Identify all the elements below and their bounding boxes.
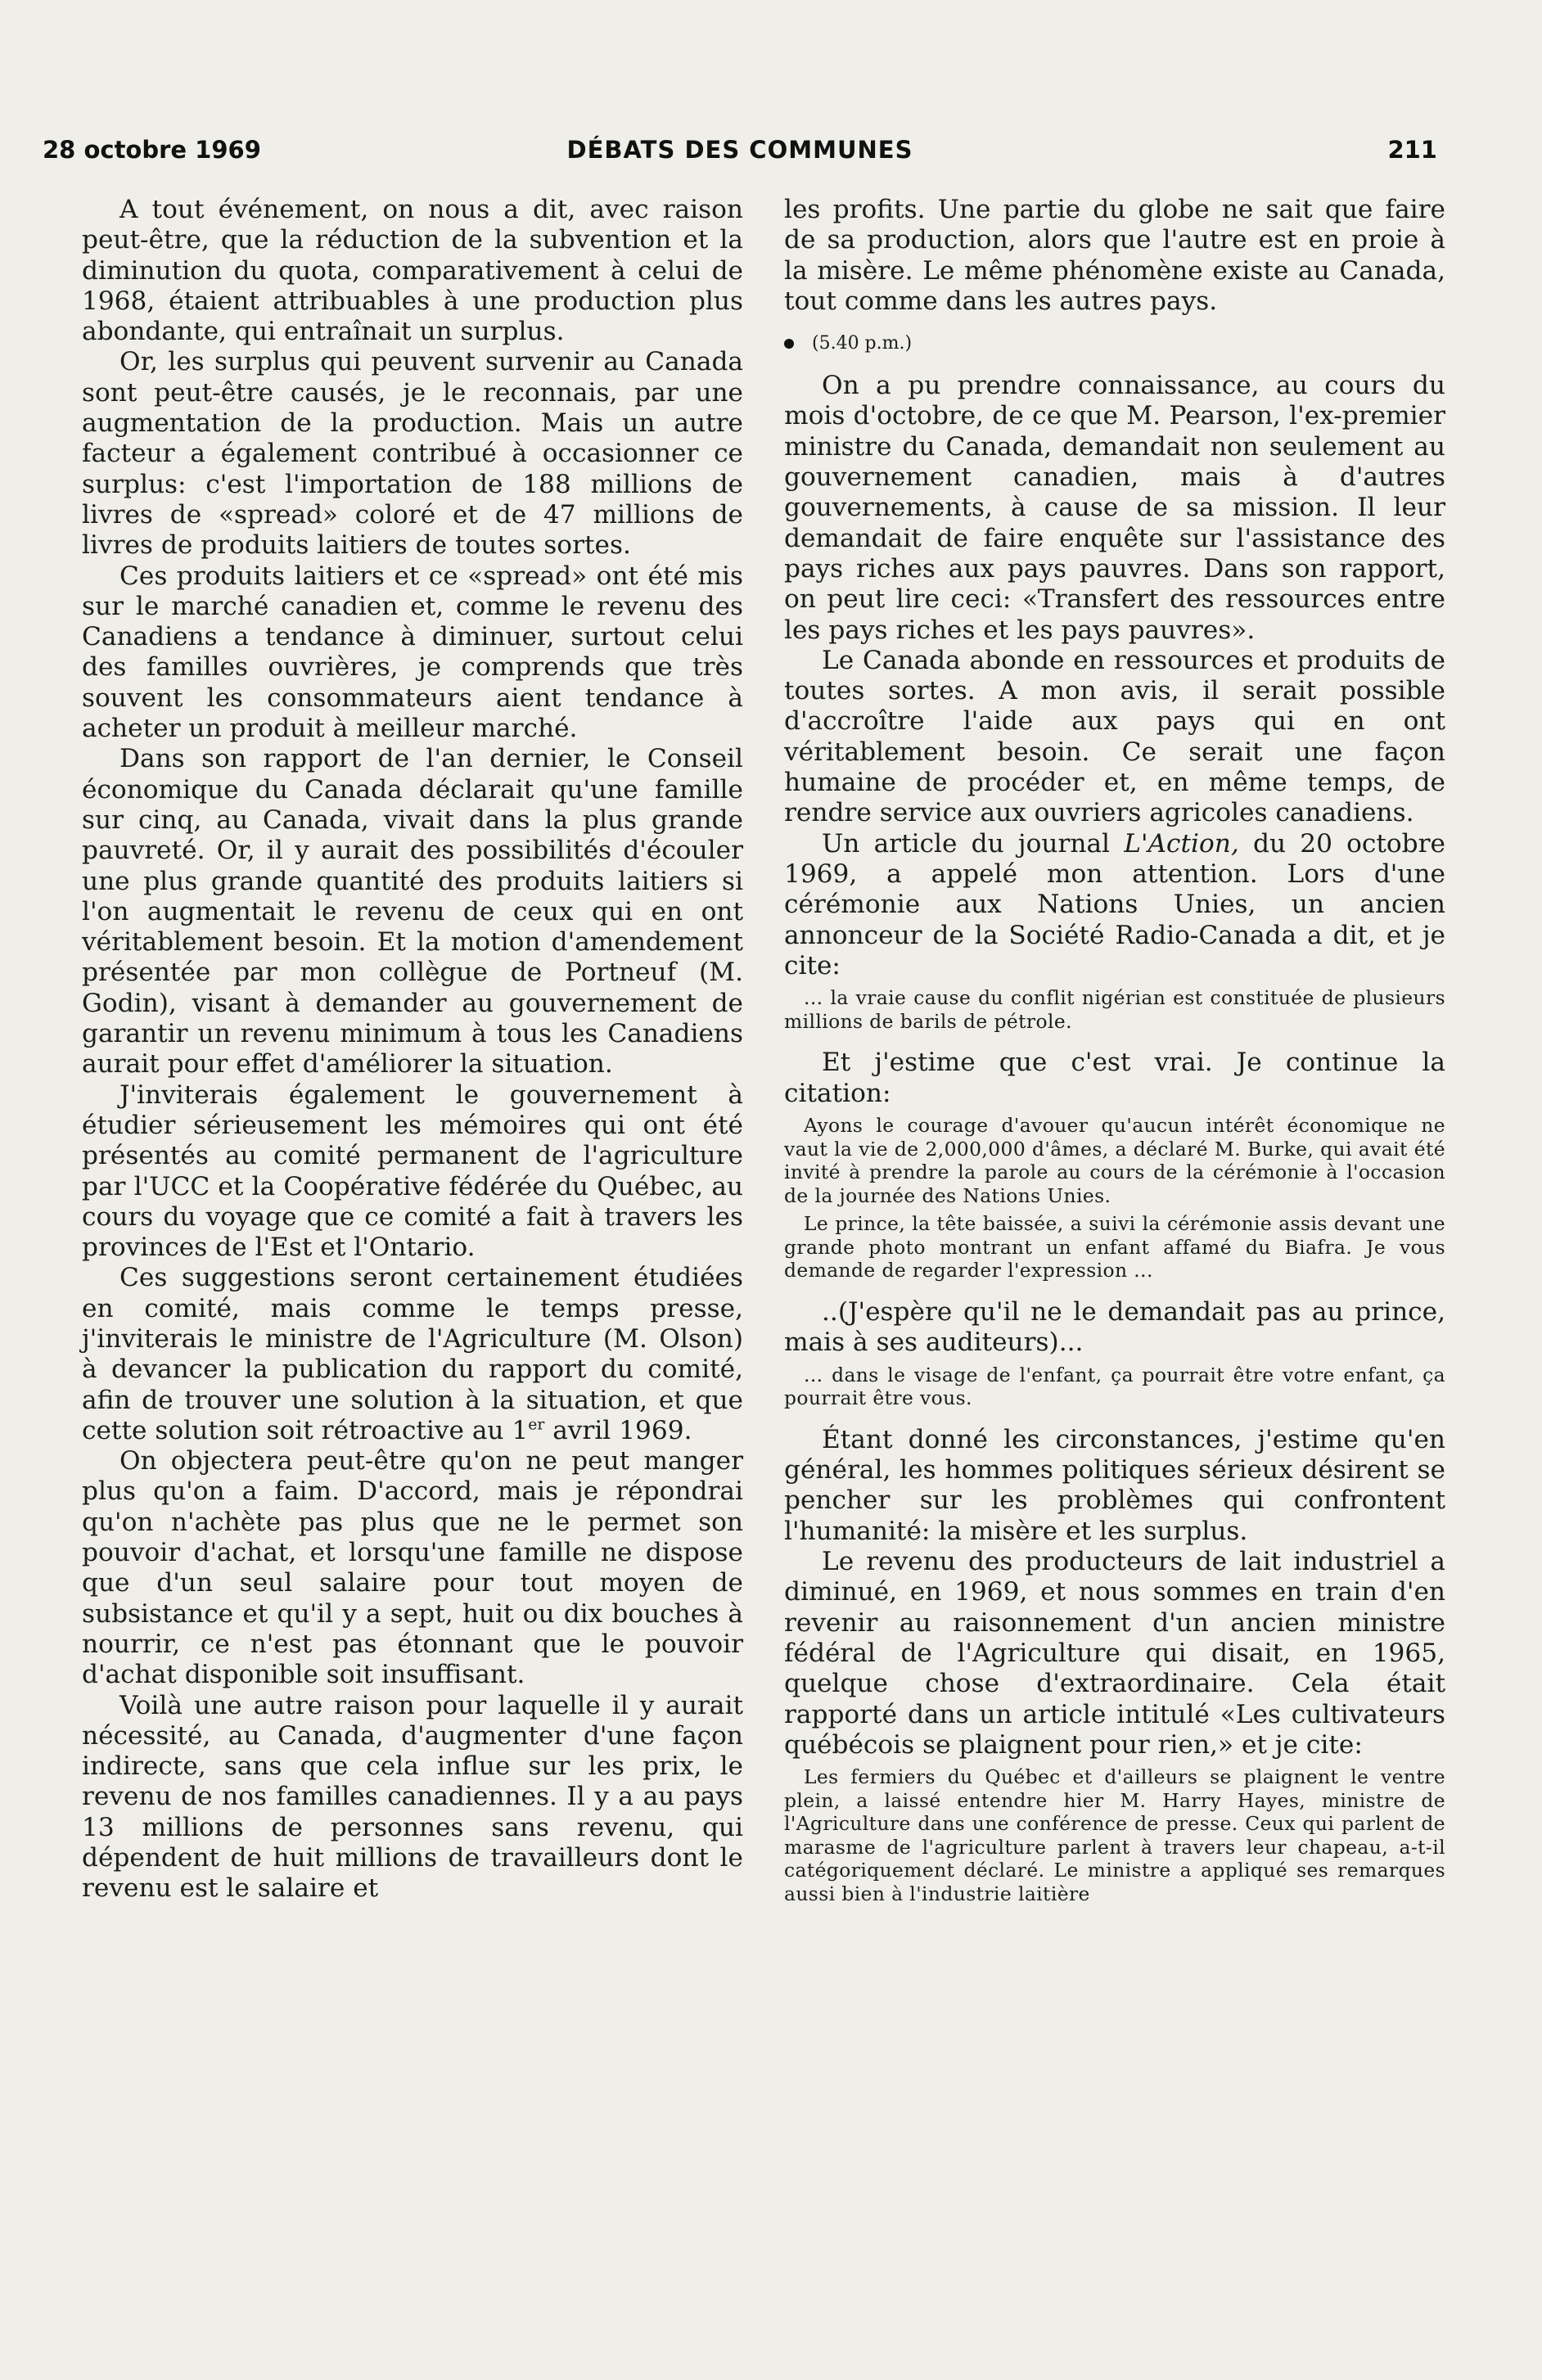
paragraph-continuation: les profits. Une partie du globe ne sait que faire de sa production, alors que l'autre est en proie à la misère. Le même phénomène existe au Canada, tout comme dans les autres pays. bbox=[784, 195, 1445, 316]
paragraph-text: du 20 octobre 1969, a appelé mon attention. Lors d'une cérémonie aux Nations Unies, un ancien annonceur de la Société Radio-Canada a dit, et je cite: bbox=[784, 828, 1446, 980]
newspaper-title: L'Action, bbox=[1124, 828, 1239, 859]
paragraph: Et j'estime que c'est vrai. Je continue la citation: bbox=[784, 1048, 1445, 1108]
right-column bbox=[784, 195, 1445, 1911]
page-header bbox=[43, 136, 1437, 172]
paragraph: Le Canada abonde en ressources et produits de toutes sortes. A mon avis, il serait possible d'accroître l'aide aux pays qui en ont véritablement besoin. Ce serait une façon humaine de procéder et, en même temps, de rendre service aux ouvriers agricoles canadiens. bbox=[784, 645, 1445, 828]
header-title: DÉBATS DES COMMUNES bbox=[566, 136, 913, 164]
paragraph-text: Ces suggestions seront certainement étudiées en comité, mais comme le temps presse, j'inviterais le ministre de l'Agriculture (M. Olson) à devancer la publication du rapport du comité, afin de trouver une solution à la situation, et que cette solution soit rétroactive au 1 bbox=[82, 1263, 743, 1445]
paragraph: Ces produits laitiers et ce «spread» ont été mis sur le marché canadien et, comme le revenu des Canadiens a tendance à diminuer, surtout celui des familles ouvrières, je comprends que très souvent les consommateurs aient tendance à acheter un produit à meilleur marché. bbox=[82, 561, 743, 744]
block-quote: Les fermiers du Québec et d'ailleurs se plaignent le ventre plein, a laissé entendre hier M. Harry Hayes, ministre de l'Agriculture dans une conférence de presse. Ceux qui parlent de marasme de l'agriculture parlent à travers leur chapeau, a-t-il catégoriquement déclaré. Le ministre a appliqué ses remarques aussi bien à l'industrie laitière bbox=[784, 1765, 1445, 1906]
paragraph: Étant donné les circonstances, j'estime qu'en général, les hommes politiques sérieux désirent se pencher sur les problèmes qui confrontent l'humanité: la misère et les surplus. bbox=[784, 1424, 1445, 1546]
ordinal-superscript: er bbox=[528, 1416, 545, 1434]
paragraph: On a pu prendre connaissance, au cours du mois d'octobre, de ce que M. Pearson, l'ex-premier ministre du Canada, demandait non seulement au gouvernement canadien, mais à d'autres gouvernements, à cause de sa mission. Il leur demandait de faire enquête sur l'assistance des pays riches aux pays pauvres. Dans son rapport, on peut lire ceci: «Transfert des ressources entre les pays riches et les pays pauvres». bbox=[784, 371, 1445, 645]
time-stamp: (5.40 p.m.) bbox=[812, 333, 913, 354]
block-quote: Ayons le courage d'avouer qu'aucun intérêt économique ne vaut la vie de 2,000,000 d'âmes, a déclaré M. Burke, qui avait été invité à prendre la parole au cours de la cérémonie à l'occasion de la journée des Nations Unies. bbox=[784, 1113, 1445, 1207]
time-marker bbox=[784, 331, 1445, 356]
block-quote: ... dans le visage de l'enfant, ça pourrait être votre enfant, ça pourrait être vous. bbox=[784, 1363, 1445, 1410]
paragraph: Or, les surplus qui peuvent survenir au Canada sont peut-être causés, je le reconnais, par une augmentation de la production. Mais un autre facteur a également contribué à occasionner ce surplus: c'est l'importation de 188 millions de livres de «spread» coloré et de 47 millions de livres de produits laitiers de toutes sortes. bbox=[82, 347, 743, 561]
paragraph bbox=[784, 829, 1445, 981]
left-column bbox=[82, 195, 743, 1904]
paragraph: ..(J'espère qu'il ne le demandait pas au prince, mais à ses auditeurs)... bbox=[784, 1297, 1445, 1358]
block-quote: ... la vraie cause du conflit nigérian est constituée de plusieurs millions de barils de pétrole. bbox=[784, 986, 1445, 1033]
paragraph-text: avril 1969. bbox=[544, 1415, 692, 1445]
paragraph: J'inviterais également le gouvernement à étudier sérieusement les mémoires qui ont été présentés au comité permanent de l'agriculture par l'UCC et la Coopérative fédérée du Québec, au cours du voyage que ce comité a fait à travers les provinces de l'Est et l'Ontario. bbox=[82, 1080, 743, 1263]
paragraph: Le revenu des producteurs de lait industriel a diminué, en 1969, et nous sommes en train d'en revenir au raisonnement d'un ancien ministre fédéral de l'Agriculture qui disait, en 1965, quelque chose d'extraordinaire. Cela était rapporté dans un article intitulé «Les cultivateurs québécois se plaignent pour rien,» et je cite: bbox=[784, 1547, 1445, 1760]
header-date: 28 octobre 1969 bbox=[43, 136, 261, 164]
page-number: 211 bbox=[1387, 136, 1437, 164]
paragraph bbox=[82, 1263, 743, 1446]
bullet-icon bbox=[784, 339, 794, 349]
paragraph: On objectera peut-être qu'on ne peut manger plus qu'on a faim. D'accord, mais je répondrai qu'on n'achète pas plus que ne le permet son pouvoir d'achat, et lorsqu'une famille ne dispose que d'un seul salaire pour tout moyen de subsistance et qu'il y a sept, huit ou dix bouches à nourrir, ce n'est pas étonnant que le pouvoir d'achat disponible soit insuffisant. bbox=[82, 1446, 743, 1690]
paragraph-text: Un article du journal bbox=[822, 828, 1125, 859]
block-quote: Le prince, la tête baissée, a suivi la cérémonie assis devant une grande photo montrant un enfant affamé du Biafra. Je vous demande de regarder l'expression ... bbox=[784, 1212, 1445, 1282]
paragraph: A tout événement, on nous a dit, avec raison peut-être, que la réduction de la subvention et la diminution du quota, comparativement à celui de 1968, étaient attribuables à une production plus abondante, qui entraînait un surplus. bbox=[82, 195, 743, 347]
paragraph: Dans son rapport de l'an dernier, le Conseil économique du Canada déclarait qu'une famille sur cinq, au Canada, vivait dans la plus grande pauvreté. Or, il y aurait des possibilités d'écouler une plus grande quantité des produits laitiers si l'on augmentait le revenu de ceux qui en ont véritablement besoin. Et la motion d'amendement présentée par mon collègue de Portneuf (M. Godin), visant à demander au gouvernement de garantir un revenu minimum à tous les Canadiens aurait pour effet d'améliorer la situation. bbox=[82, 744, 743, 1080]
paragraph: Voilà une autre raison pour laquelle il y aurait nécessité, au Canada, d'augmenter d'une façon indirecte, sans que cela influe sur les prix, le revenu de nos familles canadiennes. Il y a au pays 13 millions de personnes sans revenu, qui dépendent de huit millions de travailleurs dont le revenu est le salaire et bbox=[82, 1690, 743, 1904]
